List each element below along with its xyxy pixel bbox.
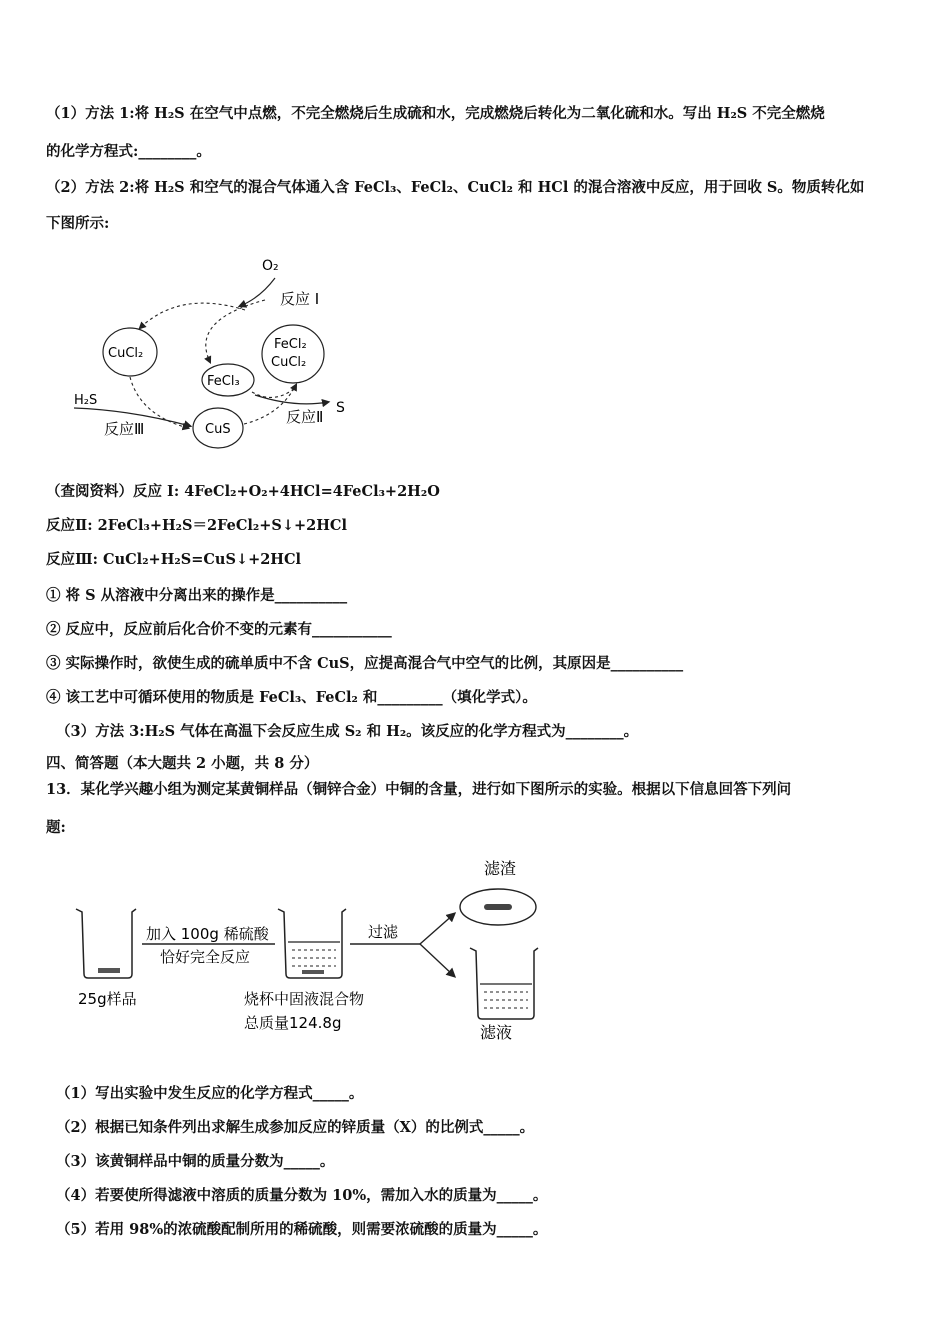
reaction1-label: 反应 I bbox=[280, 290, 320, 308]
q13-sub4: （4）若要使所得滤液中溶质的质量分数为 10%，需加入水的质量为_____。 bbox=[56, 1187, 548, 1204]
q13-sub5: （5）若用 98%的浓硫酸配制所用的稀硫酸，则需要浓硫酸的质量为_____。 bbox=[56, 1221, 548, 1238]
subquestion-1: ① 将 S 从溶液中分离出来的操作是__________ bbox=[46, 587, 348, 604]
filtrate-label: 滤液 bbox=[480, 1023, 513, 1042]
mixture-label-2: 总质量124.8g bbox=[244, 1014, 342, 1032]
subquestion-2: ② 反应中，反应前后化合价不变的元素有___________ bbox=[46, 621, 392, 638]
filter-label: 过滤 bbox=[368, 923, 399, 941]
beaker-mixture bbox=[278, 909, 346, 978]
reaction2-label: 反应Ⅱ bbox=[286, 408, 324, 426]
residue-label: 滤渣 bbox=[484, 859, 517, 878]
beaker-sample bbox=[76, 909, 136, 978]
arrow-to-filtrate bbox=[420, 944, 454, 976]
q13-sub1: （1）写出实验中发生反应的化学方程式_____。 bbox=[56, 1085, 364, 1102]
subquestion-4: ④ 该工艺中可循环使用的物质是 FeCl₃、FeCl₂ 和_________（填化学式）。 bbox=[46, 689, 537, 706]
residue-solid bbox=[484, 904, 512, 910]
q13-line2: 题: bbox=[46, 819, 66, 836]
arrow-to-fecl3 bbox=[206, 300, 265, 362]
q1-line2: 的化学方程式:________。 bbox=[46, 143, 211, 160]
beaker-filtrate bbox=[470, 948, 538, 1019]
reference-r1: （查阅资料）反应 I: 4FeCl₂+O₂+4HCl=4FeCl₃+2H₂O bbox=[46, 483, 440, 500]
fecl2-label: FeCl₂ bbox=[274, 337, 307, 352]
reference-r3: 反应Ⅲ: CuCl₂+H₂S=CuS↓+2HCl bbox=[46, 551, 302, 568]
h2s-label: H₂S bbox=[74, 393, 98, 408]
arrow-s-out bbox=[255, 395, 328, 404]
experiment-diagram bbox=[70, 852, 550, 1047]
q13-sub3: （3）该黄铜样品中铜的质量分数为_____。 bbox=[56, 1153, 335, 1170]
exact-reaction-label: 恰好完全反应 bbox=[160, 948, 251, 966]
fecl3-label: FeCl₃ bbox=[207, 374, 240, 389]
q13-line1: 13．某化学兴趣小组为测定某黄铜样品（铜锌合金）中铜的含量，进行如下图所示的实验。根据以下信息回答下列问 bbox=[46, 781, 792, 798]
arrow-to-residue bbox=[420, 914, 454, 944]
s-label: S bbox=[336, 400, 345, 416]
section4-heading: 四、简答题（本大题共 2 小题，共 8 分） bbox=[46, 755, 319, 772]
q13-sub2: （2）根据已知条件列出求解生成参加反应的锌质量（X）的比例式_____。 bbox=[56, 1119, 535, 1136]
question-3: （3）方法 3:H₂S 气体在高温下会反应生成 S₂ 和 H₂。该反应的化学方程式为________。 bbox=[56, 723, 639, 740]
q2-line2: 下图所示: bbox=[46, 215, 110, 232]
subquestion-3: ③ 实际操作时，欲使生成的硫单质中不含 CuS，应提高混合气中空气的比例，其原因是__________ bbox=[46, 655, 684, 672]
sample-label: 25g样品 bbox=[78, 990, 137, 1008]
arrow-cycle-to-cucl2 bbox=[140, 303, 245, 328]
cucl2-label: CuCl₂ bbox=[108, 346, 144, 361]
reference-r2: 反应Ⅱ: 2FeCl₃+H₂S＝2FeCl₂+S↓+2HCl bbox=[46, 517, 347, 534]
reaction3-label: 反应Ⅲ bbox=[104, 420, 145, 438]
q1-line1: （1）方法 1:将 H₂S 在空气中点燃，不完全燃烧后生成硫和水，完成燃烧后转化为二氧化硫和水。写出 H₂S 不完全燃烧 bbox=[46, 105, 825, 122]
o2-label: O₂ bbox=[262, 258, 279, 274]
cucl2-b-label: CuCl₂ bbox=[271, 355, 307, 370]
add-acid-label: 加入 100g 稀硫酸 bbox=[146, 925, 269, 943]
q2-line1: （2）方法 2:将 H₂S 和空气的混合气体通入含 FeCl₃、FeCl₂、CuCl₂ 和 HCl 的混合溶液中反应，用于回收 S。物质转化如 bbox=[46, 179, 865, 196]
mixture-label-1: 烧杯中固液混合物 bbox=[244, 990, 365, 1008]
fecl2-cucl2-circle bbox=[262, 325, 324, 383]
reaction-cycle-diagram bbox=[60, 250, 380, 450]
cus-label: CuS bbox=[205, 422, 231, 437]
